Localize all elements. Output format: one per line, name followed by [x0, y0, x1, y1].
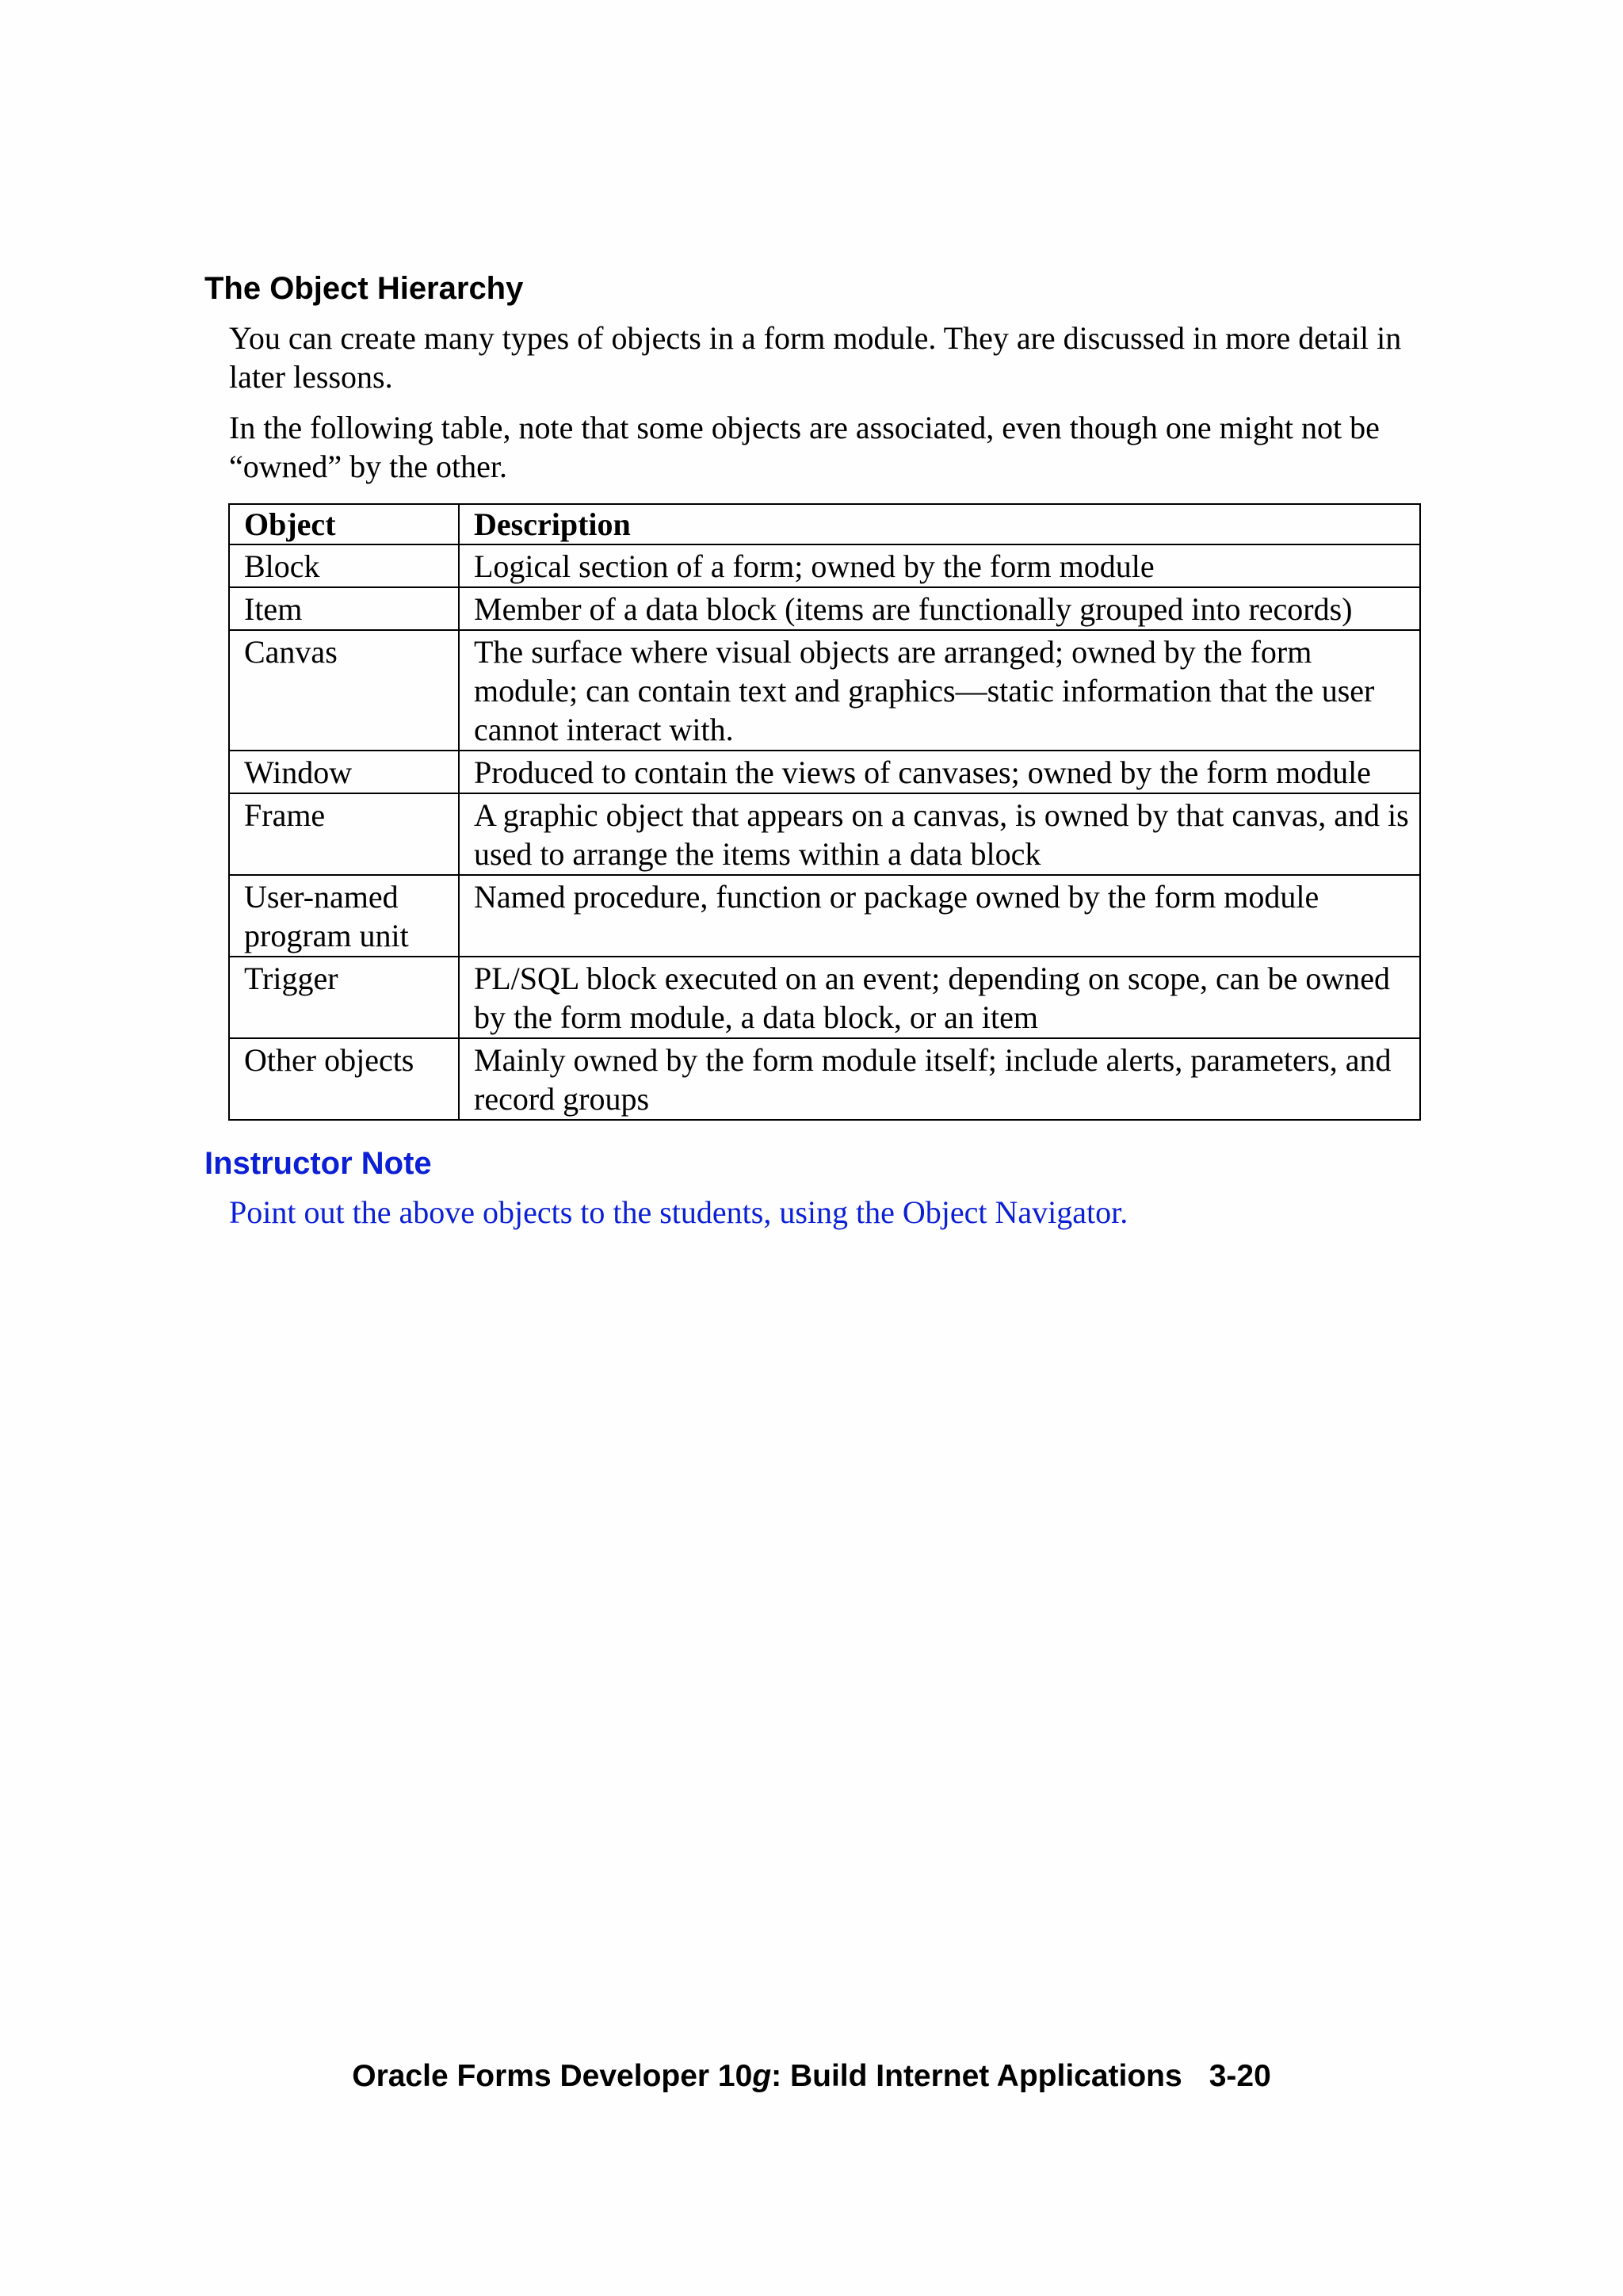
object-name-cell: Other objects — [229, 1038, 459, 1120]
object-description-cell: A graphic object that appears on a canvas, is owned by that canvas, and is used to arrange the items within a data block — [459, 793, 1420, 875]
object-name-cell: User-named program unit — [229, 875, 459, 957]
footer-title-italic: g — [752, 2059, 772, 2093]
object-name-cell: Trigger — [229, 957, 459, 1038]
object-description-cell: Member of a data block (items are functionally grouped into records) — [459, 587, 1420, 630]
table-row — [229, 751, 1420, 793]
table-row — [229, 957, 1420, 1038]
object-description-cell: The surface where visual objects are arranged; owned by the form module; can contain text and graphics—static information that the user cannot interact with. — [459, 630, 1420, 751]
table-row — [229, 544, 1420, 587]
instructor-note-text: Point out the above objects to the students, using the Object Navigator. — [229, 1194, 1128, 1230]
table-body — [229, 544, 1420, 1120]
table-intro-paragraph: In the following table, note that some objects are associated, even though one might not be “owned” by the other. — [229, 410, 1380, 484]
object-description-cell: Produced to contain the views of canvases; owned by the form module — [459, 751, 1420, 793]
footer-title-prefix: Oracle Forms Developer 10 — [352, 2059, 753, 2093]
column-header-object: Object — [229, 504, 459, 544]
intro-paragraph: You can create many types of objects in a form module. They are discussed in more detail in later lessons. — [229, 320, 1402, 395]
table-row — [229, 1038, 1420, 1120]
object-description-cell: PL/SQL block executed on an event; depending on scope, can be owned by the form module, a data block, or an item — [459, 957, 1420, 1038]
table-row — [229, 875, 1420, 957]
object-table — [228, 503, 1421, 1121]
object-name-cell: Window — [229, 751, 459, 793]
object-name-cell: Canvas — [229, 630, 459, 751]
instructor-note-heading: Instructor Note — [204, 1146, 432, 1181]
table-row — [229, 587, 1420, 630]
object-description-cell: Mainly owned by the form module itself; include alerts, parameters, and record groups — [459, 1038, 1420, 1120]
table-header-row — [229, 504, 1420, 544]
section-heading: The Object Hierarchy — [204, 271, 524, 306]
object-name-cell: Frame — [229, 793, 459, 875]
column-header-description: Description — [459, 504, 1420, 544]
table-row — [229, 630, 1420, 751]
object-name-cell: Item — [229, 587, 459, 630]
object-name-cell: Block — [229, 544, 459, 587]
table-row — [229, 793, 1420, 875]
object-description-cell: Logical section of a form; owned by the form module — [459, 544, 1420, 587]
page-footer — [0, 2057, 1623, 2095]
footer-title-suffix: : Build Internet Applications — [771, 2059, 1182, 2093]
object-description-cell: Named procedure, function or package owned by the form module — [459, 875, 1420, 957]
page-number: 3-20 — [1209, 2059, 1271, 2093]
